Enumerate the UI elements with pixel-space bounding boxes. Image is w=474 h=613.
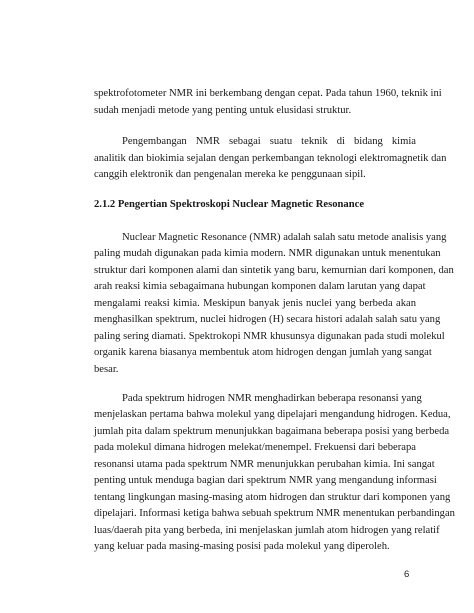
paragraph-3-line-6: menghasilkan spektrum, nuclei hidrogen (H) secara histori adalah salah satu yang bbox=[94, 314, 441, 325]
paragraph-2-line-3: canggih elektronik dan pengenalan mereka ke penggunaan sipil. bbox=[94, 169, 366, 180]
paragraph-3-line-1: Nuclear Magnetic Resonance (NMR) adalah salah satu metode analisis yang bbox=[122, 232, 447, 243]
paragraph-3-line-5: mengalami reaksi kimia. Meskipun banyak jenis nuclei yang berbeda akan bbox=[94, 298, 416, 309]
paragraph-2-line-1: Pengembangan NMR sebagai suatu teknik di bidang kimia bbox=[122, 136, 416, 147]
paragraph-4-line-9: luas/daerah pita yang berbeda, ini menjelaskan jumlah atom hidrogen yang relatif bbox=[94, 525, 440, 536]
paragraph-4-line-3: jumlah pita dalam spektrum menunjukkan bagaimana beberapa posisi yang berbeda bbox=[94, 426, 450, 437]
paragraph-4-line-5: resonansi utama pada spektrum NMR menunjukkan perubahan kimia. Ini sangat bbox=[94, 459, 435, 470]
paragraph-1-line-2: sudah menjadi metode yang penting untuk elusidasi struktur. bbox=[94, 105, 352, 116]
paragraph-4-line-10: yang keluar pada masing-masing posisi pada molekul yang diperoleh. bbox=[94, 541, 390, 552]
section-heading: 2.1.2 Pengertian Spektroskopi Nuclear Magnetic Resonance bbox=[94, 199, 365, 210]
paragraph-4-line-2: menjelaskan pertama bahwa molekul yang dipelajari mengandung hidrogen. Kedua, bbox=[94, 409, 451, 420]
paragraph-3-line-9: besar. bbox=[94, 364, 119, 375]
paragraph-3-line-3: struktur dari komponen alami dan sintetik yang baru, kemurnian dari komponen, dan bbox=[94, 265, 454, 276]
paragraph-3-line-2: paling mudah digunakan pada kimia modern. NMR digunakan untuk menentukan bbox=[94, 248, 441, 259]
page-number: 6 bbox=[404, 569, 410, 580]
paragraph-4-line-1: Pada spektrum hidrogen NMR menghadirkan beberapa resonansi yang bbox=[122, 393, 422, 404]
paragraph-4-line-7: tentang lingkungan masing-masing atom hidrogen dan struktur dari komponen yang bbox=[94, 492, 451, 503]
paragraph-4-line-4: pada molekul dimana hidrogen melekat/menempel. Frekuensi dari beberapa bbox=[94, 442, 416, 453]
paragraph-3-line-7: paling sering diamati. Spektrokopi NMR khusunsya digunakan pada studi molekul bbox=[94, 331, 445, 342]
paragraph-4-line-8: dipelajari. Informasi ketiga bahwa sebuah spektrum NMR menentukan perbandingan bbox=[94, 508, 455, 519]
paragraph-3-line-8: organik karena biasanya membentuk atom hidrogen dengan jumlah yang sangat bbox=[94, 347, 432, 358]
paragraph-2-line-2: analitik dan biokimia sejalan dengan perkembangan teknologi elektromagnetik dan bbox=[94, 153, 447, 164]
paragraph-3-line-4: arah reaksi kimia sebagaimana hubungan komponen dalam larutan yang dapat bbox=[94, 281, 426, 292]
paragraph-1-line-1: spektrofotometer NMR ini berkembang dengan cepat. Pada tahun 1960, teknik ini bbox=[94, 88, 442, 99]
paragraph-4-line-6: penting untuk menduga bagian dari spektrum NMR yang mengandung informasi bbox=[94, 475, 437, 486]
